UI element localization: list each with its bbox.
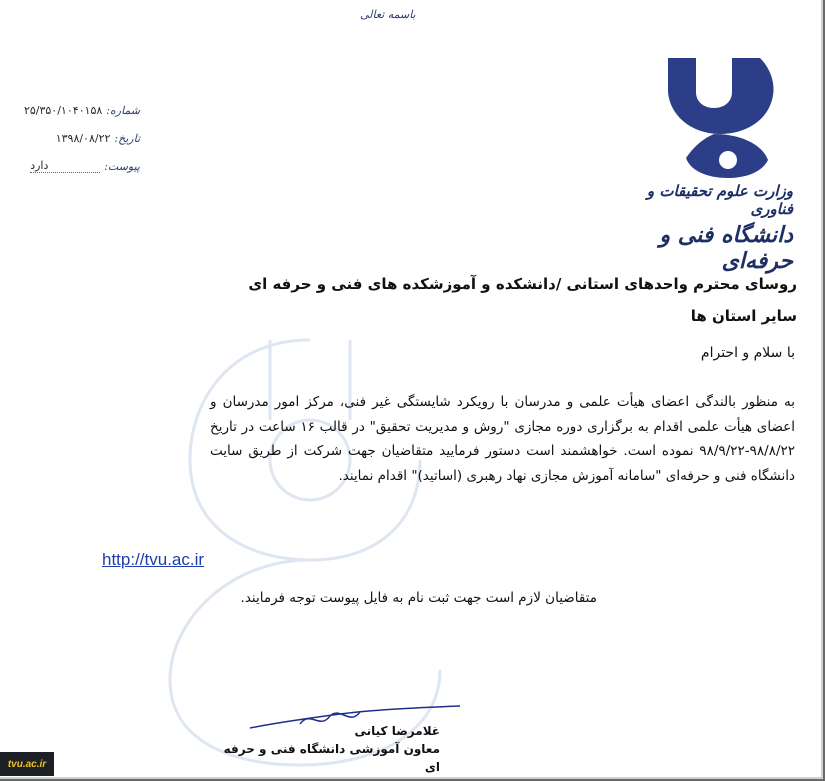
meta-number-row: [20, 96, 140, 124]
meta-date-row: [20, 124, 140, 152]
signer-block: [210, 722, 440, 776]
date-label: تاریخ:: [114, 131, 140, 145]
signer-title: معاون آموزشی دانشگاه فنی و حرفه ای: [223, 742, 440, 774]
number-value: ۲۵/۳۵۰/۱۰۴۰۱۵۸: [23, 103, 103, 117]
ministry-heading: [603, 182, 793, 274]
university-logo: [658, 40, 778, 180]
meta-attachment-row: [20, 152, 140, 180]
letter-greeting: با سلام و احترام: [700, 345, 795, 361]
ministry-name: وزارت علوم تحقیقات و فناوری: [646, 182, 793, 218]
signer-name: غلامرضا کیانی: [354, 724, 440, 738]
date-value: ۱۳۹۸/۰۸/۲۲: [55, 131, 111, 145]
university-website-link[interactable]: http://tvu.ac.ir: [102, 550, 205, 569]
letter-recipient: روسای محترم واحدهای استانی /دانشکده و آموزشکده های فنی و حرفه ای سایر استان ها: [248, 275, 797, 325]
attachment-label: پیوست:: [104, 159, 140, 173]
invocation-heading: باسمه تعالی: [360, 8, 416, 21]
letter-meta: [20, 96, 140, 180]
university-name: دانشگاه فنی و حرفه‌ای: [659, 222, 793, 274]
letter-note: متقاضیان لازم است جهت ثبت نام به فایل پیوست توجه فرمایند.: [240, 590, 597, 606]
letter-body: به منظور بالندگی اعضای هیأت علمی و مدرسان با رویکرد شایستگی غیر فنی، مرکز امور مدرسان و اعضای هیأت علمی اقدام به برگزاری دوره مجازی "روش و مدیریت تحقیق" در قالب ۱۶ ساعت در تاریخ ۹۸/۸/۲۲-۹۸/۹/۲۲ نموده است. خواهشمند است دستور فرمایید متقاضیان جهت شرکت از طریق سایت دانشگاه فنی و حرفه‌ای "سامانه آموزش مجازی نهاد رهبری (اساتید)" اقدام نمایند.: [210, 394, 795, 484]
site-badge-text: tvu.ac.ir: [7, 758, 47, 770]
attachment-value: دارد: [30, 159, 100, 173]
site-badge: [0, 752, 54, 776]
number-label: شماره:: [106, 103, 140, 117]
